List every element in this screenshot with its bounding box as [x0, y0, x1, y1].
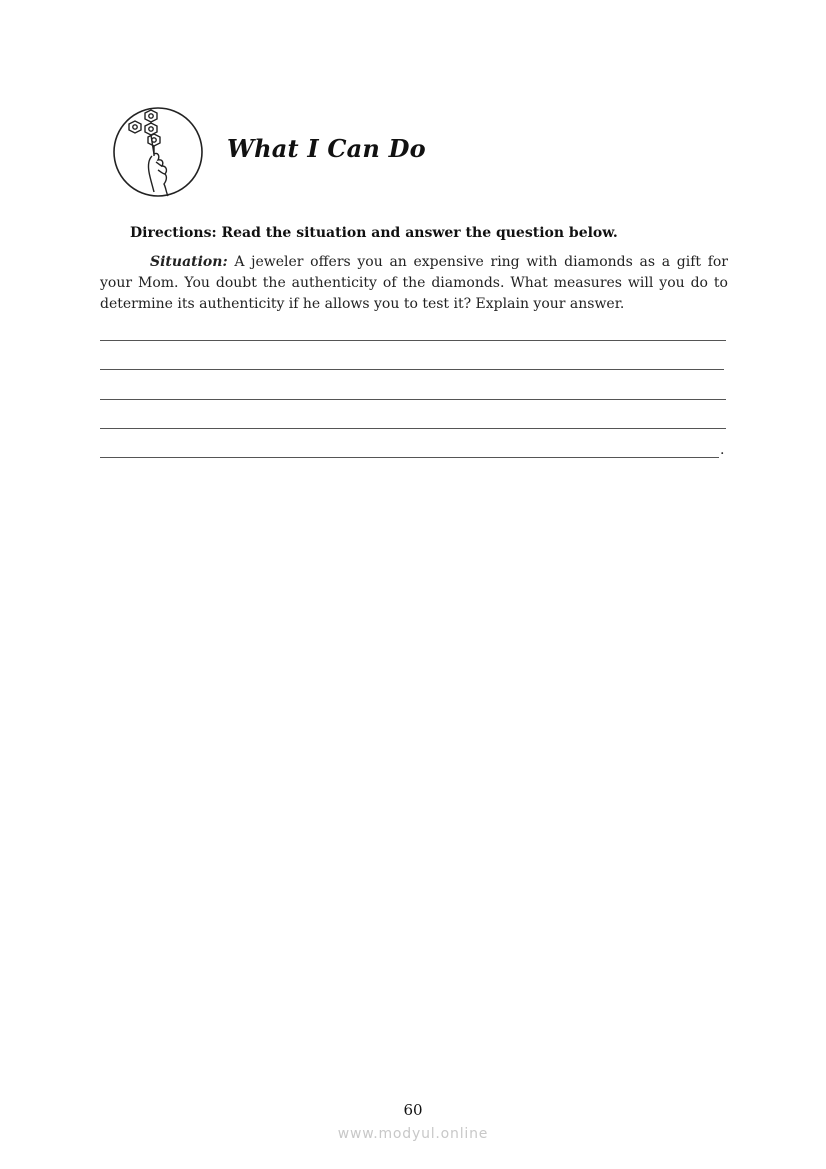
- situation-label: Situation:: [150, 254, 228, 270]
- page-number: 60: [403, 1101, 423, 1119]
- hand-holding-flower-icon: [112, 104, 204, 198]
- answer-line-3[interactable]: [100, 399, 726, 400]
- situation-text: A jeweler offers you an expensive ring with diamonds as a gift for your Mom. You doubt the authenticity of the diamonds. What measures will you do to determine its authenticity if he allows you to test it? Explain your answer.: [100, 254, 728, 312]
- answer-line-1[interactable]: [100, 340, 726, 341]
- directions-text: Directions: Read the situation and answer the question below.: [130, 225, 618, 241]
- answer-end-mark: .: [720, 442, 725, 458]
- answer-line-4[interactable]: [100, 428, 726, 429]
- section-title: What I Can Do: [227, 134, 426, 163]
- section-icon: [112, 104, 204, 198]
- answer-line-2[interactable]: [100, 369, 724, 370]
- answer-line-5[interactable]: [100, 457, 719, 458]
- situation-paragraph: [100, 252, 728, 315]
- watermark: www.modyul.online: [337, 1126, 489, 1142]
